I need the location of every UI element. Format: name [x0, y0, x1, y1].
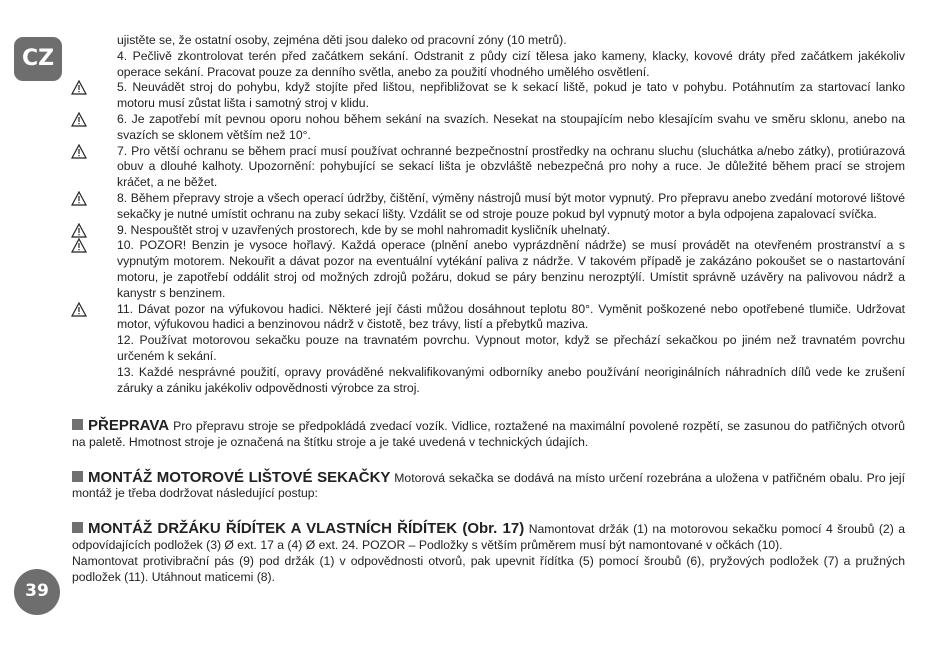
square-bullet-icon: [72, 419, 83, 430]
sections: [72, 418, 905, 585]
list-item-text: 13. Každé nesprávné použití, opravy prováděné nekvalifikovanými odborníky anebo používání neoriginálních náhradních dílů vede ke zrušení záruky a zániku jakékoliv odpovědnosti výrobce za stroj.: [117, 364, 905, 395]
section-handlebar-assembly: [72, 521, 905, 554]
section-body: Namontovat držák (1) na motorovou sekačku pomocí 4 šroubů (2) a odpovídajících podložek (3) Ø ext. 17 a (4) Ø ext. 24. POZOR – Podložky s větším průměrem musí být namontované v očkách (10).: [72, 522, 905, 552]
list-item-text: 8. Během přepravy stroje a všech operací údržby, čištění, výměny nástrojů musí být motor vypnutý. Pro přepravu anebo zvedání motorové lištové sekačky je nutné umístit ochranu na zuby sekací lišty. Vzdálit se od stroje pouze pokud byl vypnutý motor a byla odpojena zapalovací svíčka.: [117, 190, 905, 221]
list-item: [117, 49, 905, 81]
list-item-text: 7. Pro větší ochranu se během prací musí používat ochranné bezpečnostní prostředky na ochranu sluchu (sluchátka a/nebo zátky), protiúrazová obuv a dlouhé kalhoty. Upozornění: pohybující se sekací lišta je obzvláště nebezpečná pro nohy a ruce. Je důležité během prací se strojem kráčet, a ne běžet.: [117, 143, 905, 190]
list-item-text: 10. POZOR! Benzin je vysoce hořlavý. Každá operace (plnění anebo vyprázdnění nádrže) se musí provádět na otevřeném prostranství a s vypnutým motorem. Nekouřit a dávat pozor na eventuální vytékání paliva z nádrže. V takovém případě je zakázáno pokoušet se o nastartování motoru, je zapotřebí oddálit stroj od možných zdrojů požáru, dokud se páry benzinu nerozptýlí. Umístit správně uzávěry na palivovou nádrž a kanystr s benzinem.: [117, 238, 905, 300]
list-item-text: 6. Je zapotřebí mít pevnou oporu nohou během sekání na svazích. Nesekat na stoupajícím nebo klesajícím svahu ve směru sklonu, anebo na svazích se sklonem větším než 10°.: [117, 111, 905, 142]
list-item: [117, 112, 905, 144]
list-item-text: 9. Nespouštět stroj v uzavřených prostorech, kde by se mohl nahromadit kysličník uhelnatý.: [117, 222, 611, 237]
list-item-text: ujistěte se, že ostatní osoby, zejména děti jsou daleko od pracovní zóny (10 metrů).: [117, 33, 567, 47]
warning-icon: [71, 223, 87, 238]
section-assembly: [72, 470, 905, 503]
square-bullet-icon: [72, 522, 83, 533]
list-item-text: 5. Neuvádět stroj do pohybu, když stojíte před lištou, nepřibližovat se k sekací liště, pokud je tato v pohybu. Potáhnutím za startovací lanko motoru musí zůstat lišta i samotný stroj v klidu.: [117, 80, 905, 111]
list-item: [117, 302, 905, 334]
warning-icon: [71, 191, 87, 206]
list-item: [117, 191, 905, 223]
warning-icon: [71, 238, 87, 253]
square-bullet-icon: [72, 471, 83, 482]
language-badge: CZ: [14, 37, 62, 81]
section-title: PŘEPRAVA: [88, 417, 170, 434]
warning-icon: [71, 80, 87, 95]
section-body: Motorová sekačka se dodává na místo určení rozebrána a uložena v patřičném obalu. Pro její montáž je třeba dodržovat následující postup:: [72, 470, 905, 501]
section-body: Namontovat protivibrační pás (9) pod držák (1) v odpovědnosti otvorů, pak upevnit řídítka (5) pomocí šroubů (6), pryžových podložek (7) a pružných podložek (11). Utáhnout maticemi (8).: [72, 553, 905, 584]
list-item: [117, 333, 905, 365]
list-item: [117, 223, 905, 239]
warning-icon: [71, 302, 87, 317]
list-item: [117, 80, 905, 112]
warning-icon: [71, 112, 87, 127]
list-item-text: 4. Pečlivě zkontrolovat terén před začátkem sekání. Odstranit z půdy cizí tělesa jako kameny, klacky, kovové dráty před začátkem jakékoliv operace sekání. Pracovat pouze za denního světla, anebo za použití vhodného umělého osvětlení.: [117, 48, 905, 79]
section-transport: [72, 418, 905, 451]
list-item-text: 12. Používat motorovou sekačku pouze na travnatém povrchu. Vypnout motor, když se přechází sekačkou po jiném než travnatém povrchu určeném k sekání.: [117, 333, 905, 363]
safety-instructions-list: [117, 33, 905, 396]
list-item: [117, 144, 905, 191]
warning-icon: [71, 144, 87, 159]
section-title: MONTÁŽ DRŽÁKU ŘÍDÍTEK A VLASTNÍCH ŘÍDÍTEK (Obr. 17): [88, 520, 525, 538]
list-item: [117, 33, 905, 49]
list-item: [117, 238, 905, 301]
section-body: Pro přepravu stroje se předpokládá zvedací vozík. Vidlice, roztažené na maximální povolené rozpětí, se zasunou do patřičných otvorů na paletě. Hmotnost stroje je označená na štítku stroje a je také uvedená v technických údajích.: [72, 419, 905, 449]
section-title: MONTÁŽ MOTOROVÉ LIŠTOVÉ SEKAČKY: [88, 468, 391, 486]
section-handlebar-assembly-continued: [72, 554, 905, 586]
list-item-text: 11. Dávat pozor na výfukovou hadici. Některé její části můžou dosáhnout teplotu 80°. Vyměnit poškozené nebo opotřebené tlumiče. Udržovat motor, výfukovou hadici a benzinovou nádrž v čistotě, bez trávy, listí a přebytků maziva.: [117, 301, 905, 332]
list-item: [117, 365, 905, 397]
page-number: 39: [14, 569, 60, 615]
